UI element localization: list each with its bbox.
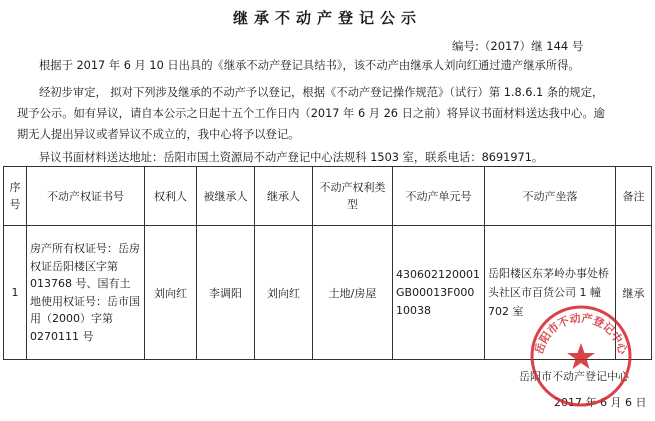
header-index: 序号	[4, 167, 27, 226]
cell-decedent: 李调阳	[197, 226, 255, 360]
header-heir: 继承人	[255, 167, 313, 226]
table-row	[4, 226, 652, 360]
header-cert-no: 不动产权证书号	[27, 167, 145, 226]
cell-note: 继承	[616, 226, 652, 360]
cell-cert-no: 房产所有权证号：岳房权证岳阳楼区字第 013768 号、国有土地使用权证号：岳市国用（2000）字第 0270111 号	[27, 226, 145, 360]
cell-location: 岳阳楼区东茅岭办事处桥头社区市百货公司 1 幢 702 室	[485, 226, 616, 360]
footer-organization: 岳阳市不动产登记中心	[519, 370, 629, 383]
header-owner: 权利人	[145, 167, 197, 226]
paragraph-review-line-1: 经初步审定， 拟对下列涉及继承的不动产予以登记，根据《不动产登记操作规范》（试行）第 1.8.6.1 条的规定，	[39, 86, 604, 99]
cell-owner: 刘向红	[145, 226, 197, 360]
paragraph-review-line-3: 期无人提出异议或者异议不成立的，我中心将予以登记。	[17, 128, 300, 141]
header-note: 备注	[616, 167, 652, 226]
paragraph-inheritance-basis: 根据于 2017 年 6 月 10 日出具的《继承不动产登记具结书》，该不动产由继承人刘向红通过遗产继承所得。	[39, 59, 580, 72]
document-number: 编号:（2017）继 144 号	[452, 39, 584, 53]
header-unit-no: 不动产单元号	[393, 167, 485, 226]
paragraph-objection-address: 异议书面材料送达地址：岳阳市国土资源局不动产登记中心法规科 1503 室，联系电话：8691971。	[39, 151, 544, 164]
cell-right-type: 土地/房屋	[313, 226, 393, 360]
cell-index: 1	[4, 226, 27, 360]
cell-unit-no: 430602120001GB00013F00010038	[393, 226, 485, 360]
paragraph-review-line-2: 现予公示。如有异议，请自本公示之日起十五个工作日内（2017 年 6 月 26 日之前）将异议书面材料送达我中心。逾	[17, 107, 605, 120]
seal-text: 岳阳市不动产登记中心	[532, 311, 630, 356]
header-location: 不动产坐落	[485, 167, 616, 226]
notice-title: 继承不动产登记公示	[232, 9, 422, 27]
cell-heir: 刘向红	[255, 226, 313, 360]
header-decedent: 被继承人	[197, 167, 255, 226]
header-right-type: 不动产权利类型	[313, 167, 393, 226]
table-header-row	[4, 167, 652, 226]
registration-table	[3, 166, 652, 360]
footer-date: 2017 年 6 月 6 日	[554, 396, 647, 409]
